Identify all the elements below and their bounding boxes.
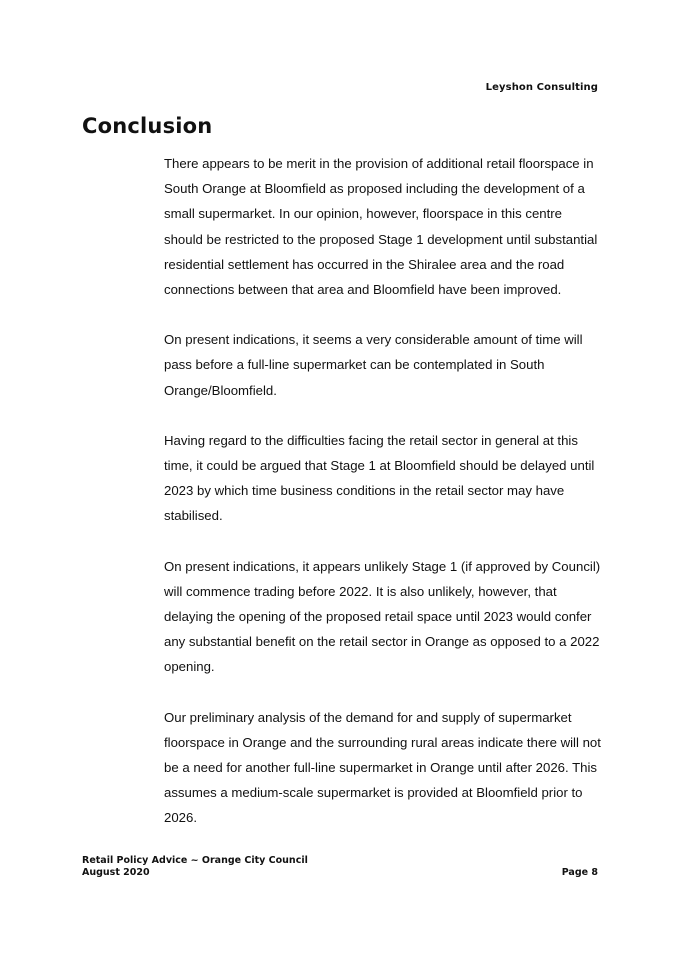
paragraph: On present indications, it appears unlikely Stage 1 (if approved by Council) will commence trading before 2022. It is also unlikely, however, that delaying the opening of the proposed retail space until 2023 would confer any substantial benefit on the retail sector in Orange as opposed to a 2022 opening.	[164, 558, 601, 675]
footer-left	[82, 855, 308, 879]
footer-document-title: Retail Policy Advice ~ Orange City Council	[82, 855, 308, 866]
header-company: Leyshon Consulting	[485, 82, 598, 93]
paragraph: On present indications, it seems a very considerable amount of time will pass before a full-line supermarket can be contemplated in South Orange/Bloomfield.	[164, 332, 583, 398]
page-title: Conclusion	[82, 114, 213, 138]
paragraph: Our preliminary analysis of the demand for and supply of supermarket floorspace in Orange and the surrounding rural areas indicate there will not be a need for another full-line supermarket in Orange until after 2026. This assumes a medium-scale supermarket is provided at Bloomfield prior to 2026.	[164, 709, 601, 826]
footer-page-number: Page 8	[561, 867, 598, 878]
paragraph: Having regard to the difficulties facing the retail sector in general at this time, it could be argued that Stage 1 at Bloomfield should be delayed until 2023 by which time business conditions in the retail sector may have stabilised.	[164, 432, 595, 524]
paragraph: There appears to be merit in the provision of additional retail floorspace in South Orange at Bloomfield as proposed including the development of a small supermarket. In our opinion, however, floorspace in this centre should be restricted to the proposed Stage 1 development until substantial residential settlement has occurred in the Shiralee area and the road connections between that area and Bloomfield have been improved.	[164, 156, 598, 298]
footer-date: August 2020	[82, 867, 150, 878]
body-text	[164, 151, 604, 856]
